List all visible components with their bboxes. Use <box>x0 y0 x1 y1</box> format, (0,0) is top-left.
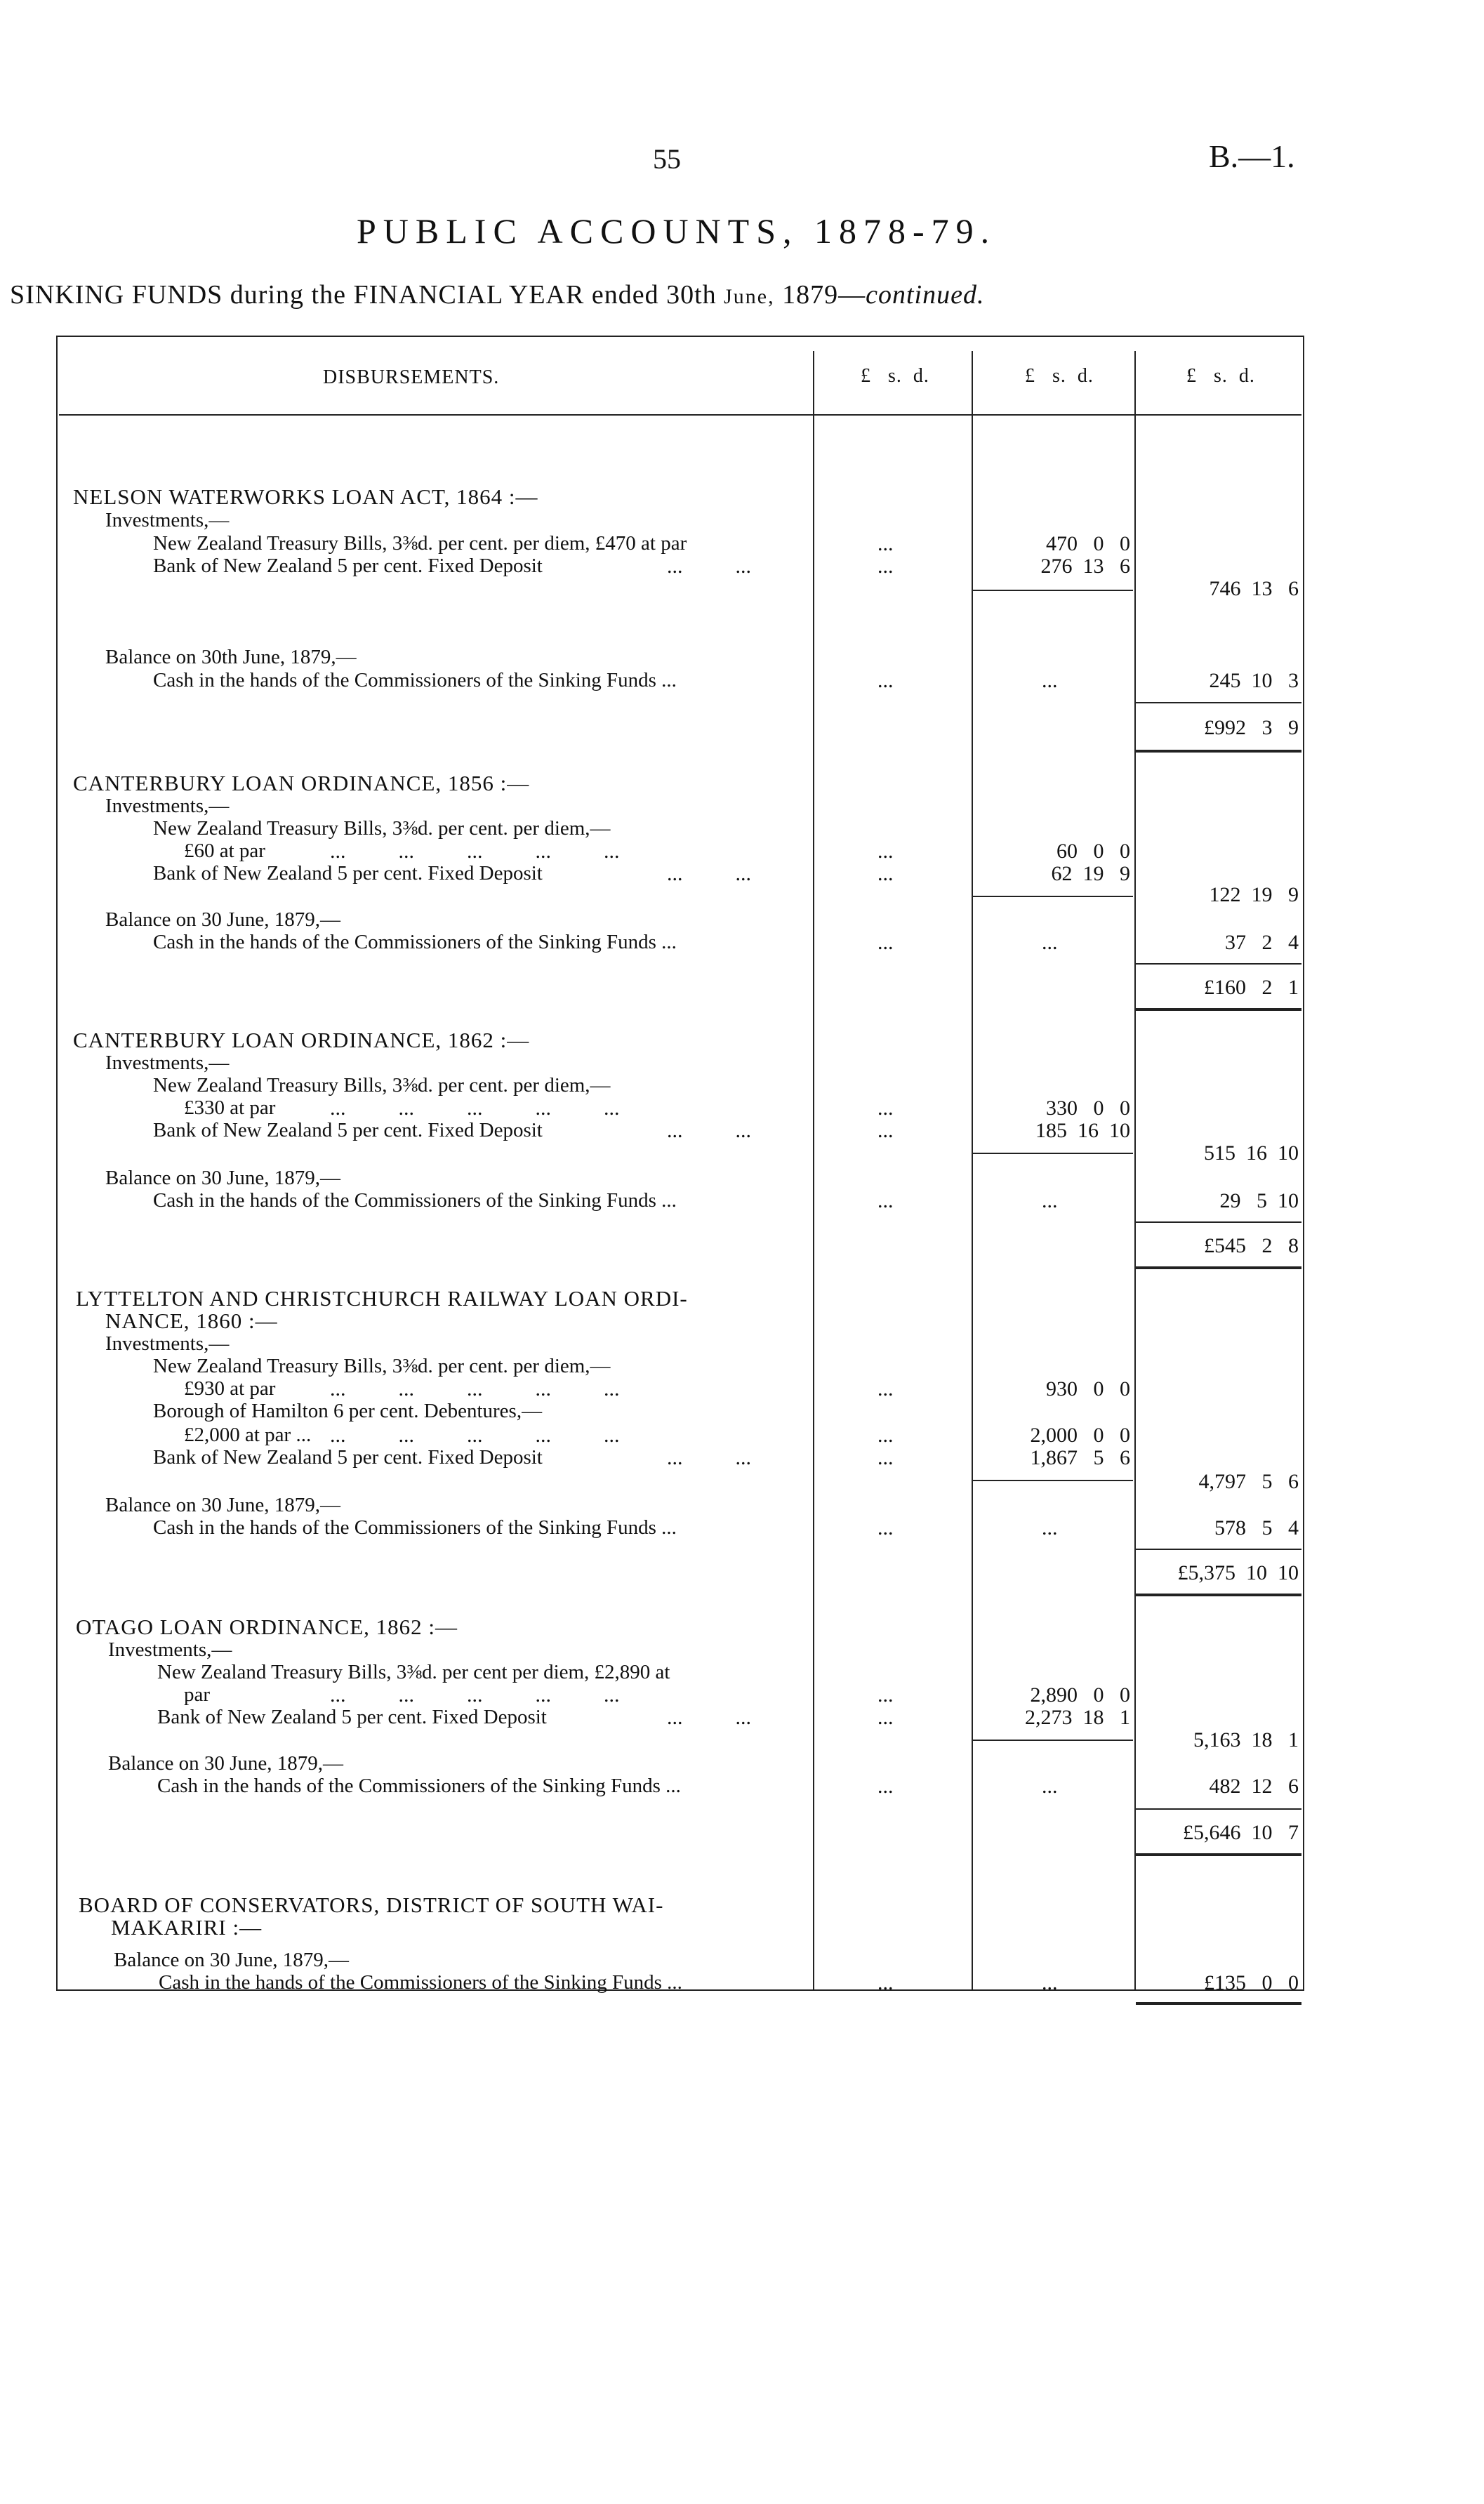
line-text: Bank of New Zealand 5 per cent. Fixed Deposit <box>153 1119 543 1141</box>
total-double-rule <box>1136 1594 1301 1596</box>
total-rule <box>1136 963 1301 965</box>
amount: 470 0 0 <box>1046 532 1130 555</box>
dots: ... ... <box>667 862 751 885</box>
balance-label: Balance on 30 June, 1879,— <box>114 1949 350 1971</box>
amount: 2,890 0 0 <box>1030 1683 1130 1707</box>
balance-label: Balance on 30th June, 1879,— <box>105 646 357 668</box>
total-double-rule <box>1136 1853 1301 1856</box>
line-text: New Zealand Treasury Bills, 3⅜d. per cent. per diem, £470 at par <box>153 532 687 555</box>
subtitle-month: June, <box>724 285 775 308</box>
line-text: New Zealand Treasury Bills, 3⅜d. per cent. per diem,— <box>153 1355 611 1377</box>
section-total: £135 0 0 <box>1204 1971 1299 1994</box>
investments-label: Investments,— <box>105 1332 230 1355</box>
investments-label: Investments,— <box>105 1052 230 1074</box>
amount: 1,867 5 6 <box>1030 1446 1130 1469</box>
cash-line: Cash in the hands of the Commissioners of the Sinking Funds ... <box>157 1775 681 1797</box>
page-subtitle <box>10 279 984 310</box>
dots: ... <box>877 1775 894 1798</box>
subtotal-rule <box>973 896 1133 897</box>
subtitle-year: 1879— <box>782 280 866 310</box>
investments-total: 4,797 5 6 <box>1198 1470 1299 1493</box>
section-title: NELSON WATERWORKS LOAN ACT, 1864 :— <box>73 484 538 509</box>
line-text: Borough of Hamilton 6 per cent. Debentures,— <box>153 1400 543 1422</box>
total-double-rule <box>1136 1266 1301 1269</box>
amount: 930 0 0 <box>1046 1377 1130 1400</box>
investments-label: Investments,— <box>108 1638 232 1661</box>
dots: ... <box>877 1189 894 1212</box>
line-text: £930 at par <box>184 1377 276 1400</box>
column-rule-2 <box>972 351 973 1991</box>
section-total: £5,375 10 10 <box>1177 1561 1299 1584</box>
amount: 330 0 0 <box>1046 1097 1130 1120</box>
total-double-rule <box>1136 1008 1301 1011</box>
line-text: Bank of New Zealand 5 per cent. Fixed Deposit <box>153 1446 543 1469</box>
dots: ... ... ... ... ... <box>330 1424 620 1447</box>
header-rule <box>59 414 1301 416</box>
dots: ... ... ... ... ... <box>330 1683 620 1707</box>
dots: ... <box>1042 669 1058 692</box>
document-reference: B.—1. <box>1209 138 1295 174</box>
investments-label: Investments,— <box>105 795 230 817</box>
amount: 2,273 18 1 <box>1025 1706 1130 1729</box>
dots: ... <box>877 1424 894 1447</box>
investments-label: Investments,— <box>105 509 230 531</box>
section-title: LYTTELTON AND CHRISTCHURCH RAILWAY LOAN ORDI- <box>76 1286 688 1311</box>
balance-label: Balance on 30 June, 1879,— <box>105 1494 341 1516</box>
cash-line: Cash in the hands of the Commissioners of the Sinking Funds ... <box>159 1971 682 1994</box>
dots: ... ... ... ... ... <box>330 1377 620 1400</box>
dots: ... <box>877 1516 894 1539</box>
section-title-continued: MAKARIRI :— <box>111 1915 263 1940</box>
total-double-rule <box>1136 750 1301 753</box>
line-text: Bank of New Zealand 5 per cent. Fixed Deposit <box>153 862 543 885</box>
cash-amount: 578 5 4 <box>1214 1516 1299 1539</box>
section-title: CANTERBURY LOAN ORDINANCE, 1856 :— <box>73 771 530 795</box>
disbursements-table <box>56 336 1304 1991</box>
amount: 60 0 0 <box>1056 840 1130 863</box>
dots: ... <box>877 1446 894 1469</box>
cash-line: Cash in the hands of the Commissioners of the Sinking Funds ... <box>153 931 677 953</box>
dots: ... <box>877 1377 894 1400</box>
section-total: £545 2 8 <box>1204 1234 1299 1257</box>
line-text: £60 at par <box>184 840 265 862</box>
subtitle-continued: continued. <box>866 280 985 310</box>
header-col2: £ s. d. <box>1025 365 1094 387</box>
cash-amount: 482 12 6 <box>1209 1775 1299 1798</box>
section-title-continued: NANCE, 1860 :— <box>105 1309 278 1333</box>
balance-label: Balance on 30 June, 1879,— <box>108 1752 344 1775</box>
line-text: New Zealand Treasury Bills, 3⅜d. per cent. per diem,— <box>153 817 611 840</box>
line-text: New Zealand Treasury Bills, 3⅜d. per cent. per diem,— <box>153 1074 611 1097</box>
dots: ... <box>877 532 894 555</box>
section-total: £5,646 10 7 <box>1183 1821 1299 1844</box>
dots: ... <box>1042 931 1058 954</box>
dots: ... <box>877 1097 894 1120</box>
line-text: £330 at par <box>184 1097 276 1119</box>
total-rule <box>1136 1808 1301 1810</box>
line-text: New Zealand Treasury Bills, 3⅜d. per cent per diem, £2,890 at <box>157 1661 670 1683</box>
dots: ... ... ... ... ... <box>330 1097 620 1120</box>
subtitle-main: SINKING FUNDS during the FINANCIAL YEAR ended 30th <box>10 280 717 310</box>
header-col3: £ s. d. <box>1186 365 1255 387</box>
subtotal-rule <box>973 1153 1133 1154</box>
investments-total: 746 13 6 <box>1209 577 1299 600</box>
investments-total: 515 16 10 <box>1204 1141 1299 1165</box>
dots: ... <box>877 555 894 578</box>
line-text: Bank of New Zealand 5 per cent. Fixed Deposit <box>157 1706 547 1728</box>
investments-total: 5,163 18 1 <box>1193 1728 1299 1751</box>
cash-line: Cash in the hands of the Commissioners of the Sinking Funds ... <box>153 1189 677 1212</box>
dots: ... <box>1042 1189 1058 1212</box>
total-rule <box>1136 702 1301 703</box>
balance-label: Balance on 30 June, 1879,— <box>105 1167 341 1189</box>
line-text: Bank of New Zealand 5 per cent. Fixed Deposit <box>153 555 543 577</box>
line-text: £2,000 at par ... <box>184 1424 312 1446</box>
total-double-rule <box>1136 2002 1301 2005</box>
subtotal-rule <box>973 1740 1133 1741</box>
dots: ... ... <box>667 1119 751 1142</box>
page-number: 55 <box>653 143 681 175</box>
cash-line: Cash in the hands of the Commissioners of the Sinking Funds ... <box>153 669 677 691</box>
dots: ... ... <box>667 1446 751 1469</box>
subtotal-rule <box>973 590 1133 591</box>
investments-total: 122 19 9 <box>1209 883 1299 906</box>
amount: 2,000 0 0 <box>1030 1424 1130 1447</box>
dots: ... <box>877 1971 894 1994</box>
section-title: CANTERBURY LOAN ORDINANCE, 1862 :— <box>73 1028 530 1052</box>
cash-amount: 245 10 3 <box>1209 669 1299 692</box>
section-title: BOARD OF CONSERVATORS, DISTRICT OF SOUTH WAI- <box>79 1893 664 1917</box>
cash-amount: 37 2 4 <box>1225 931 1299 954</box>
section-total: £992 3 9 <box>1204 716 1299 739</box>
header-disbursements: DISBURSEMENTS. <box>323 366 500 388</box>
dots: ... ... ... ... ... <box>330 840 620 863</box>
dots: ... ... <box>667 1706 751 1729</box>
line-text: par <box>184 1683 211 1706</box>
dots: ... <box>1042 1516 1058 1539</box>
dots: ... <box>877 669 894 692</box>
section-total: £160 2 1 <box>1204 976 1299 999</box>
column-rule-1 <box>813 351 814 1991</box>
header-col1: £ s. d. <box>861 365 929 387</box>
total-rule <box>1136 1221 1301 1223</box>
dots: ... <box>1042 1971 1058 1994</box>
amount: 185 16 10 <box>1035 1119 1130 1142</box>
dots: ... <box>877 1683 894 1707</box>
cash-line: Cash in the hands of the Commissioners of the Sinking Funds ... <box>153 1516 677 1539</box>
cash-amount: 29 5 10 <box>1219 1189 1299 1212</box>
total-rule <box>1136 1549 1301 1550</box>
amount: 276 13 6 <box>1040 555 1130 578</box>
dots: ... <box>877 1119 894 1142</box>
section-title: OTAGO LOAN ORDINANCE, 1862 :— <box>76 1615 458 1639</box>
balance-label: Balance on 30 June, 1879,— <box>105 908 341 931</box>
dots: ... <box>877 840 894 863</box>
page-title: PUBLIC ACCOUNTS, 1878-79. <box>357 211 997 251</box>
amount: 62 19 9 <box>1051 862 1130 885</box>
dots: ... <box>877 931 894 954</box>
dots: ... <box>1042 1775 1058 1798</box>
column-rule-3 <box>1134 351 1136 1991</box>
dots: ... <box>877 1706 894 1729</box>
subtotal-rule <box>973 1480 1133 1481</box>
dots: ... ... <box>667 555 751 578</box>
dots: ... <box>877 862 894 885</box>
